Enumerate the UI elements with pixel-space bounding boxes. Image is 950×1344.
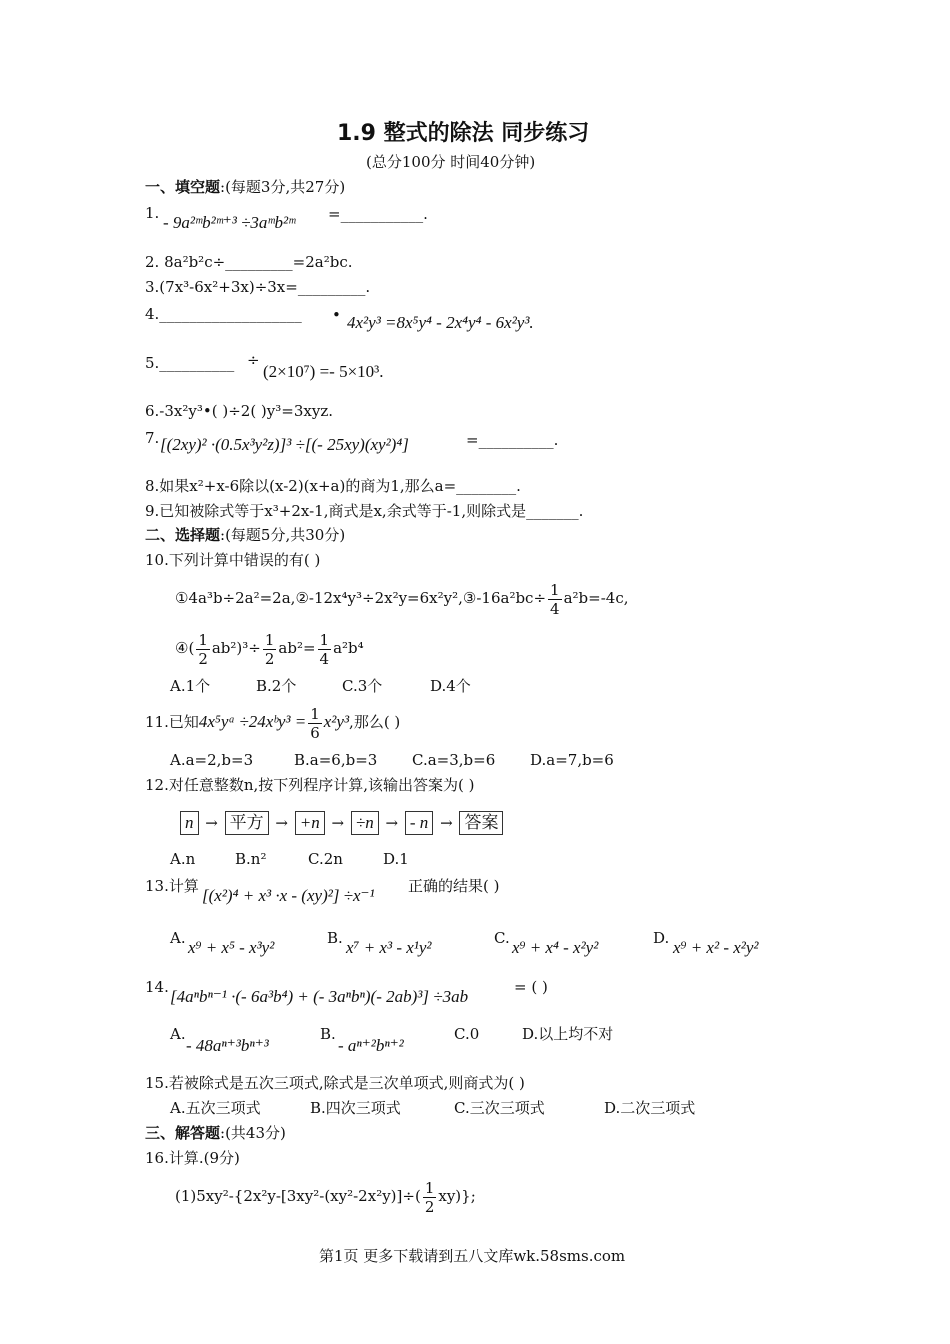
q10-option-a: A.1个 (170, 677, 211, 695)
q3: 3.(7x³-6x²+3x)÷3x=_________. (145, 278, 371, 296)
q13-option-b-expr: x⁷ + x³ - x¹y² (346, 938, 432, 957)
q10-line2 (175, 628, 364, 668)
q15-option-a: A.五次三项式 (170, 1099, 261, 1117)
q7-number: 7. (145, 429, 160, 447)
q10-line2-text-b: ab²)³÷ (211, 639, 261, 657)
q15: 15.若被除式是五次三项式,除式是三次单项式,则商式为( ) (145, 1074, 525, 1092)
q5-divide: ÷ (247, 351, 260, 369)
section-3-note: :(共43分) (220, 1124, 286, 1142)
fraction-one-quarter (548, 581, 562, 618)
arrow-icon: → (440, 814, 453, 832)
q10-option-c: C.3个 (342, 677, 383, 695)
q1-blank: =___________. (328, 205, 428, 223)
section-2-label: 二、选择题 (145, 526, 221, 544)
q11-prefix: 11.已知 (145, 713, 199, 731)
q10: 10.下列计算中错误的有( ) (145, 551, 321, 569)
section-1-heading (145, 177, 345, 197)
q11-suffix: ,那么( ) (349, 713, 401, 731)
fraction-one-half (263, 631, 277, 668)
q4-expression: 4x²y³ =8x⁵y⁴ - 2x⁴y⁴ - 6x²y³. (347, 313, 534, 332)
q13-option-a-expr: x⁹ + x⁵ - x³y² (188, 938, 275, 957)
q14-option-b-label: B. (320, 1025, 336, 1043)
q15-option-c: C.三次三项式 (454, 1099, 545, 1117)
q14-option-a-label: A. (170, 1025, 186, 1043)
section-1-note: :(每题3分,共27分) (220, 178, 346, 196)
q1-expression: - 9a²ᵐb²ᵐ⁺³ ÷3aᵐb²ᵐ (163, 213, 296, 232)
page-footer: 第1页 更多下载请到五八文库wk.58sms.com (319, 1247, 626, 1265)
fraction-denominator: 2 (424, 1197, 435, 1216)
q10-option-b: B.2个 (256, 677, 297, 695)
section-1-label: 一、填空题 (145, 178, 221, 196)
q11 (145, 702, 400, 742)
fraction-numerator: 1 (319, 630, 330, 649)
q10-option-d: D.4个 (430, 677, 471, 695)
q15-option-d: D.二次三项式 (604, 1099, 696, 1117)
q13-option-d-label: D. (653, 929, 670, 947)
q5-number: 5.__________ (145, 354, 235, 372)
fraction-one-half (196, 631, 210, 668)
fraction-one-quarter (318, 631, 332, 668)
q5-expression: (2×10⁷) =- 5×10³. (263, 362, 384, 381)
q11-option-b: B.a=6,b=3 (294, 751, 378, 769)
q13-option-d-expr: x⁹ + x² - x²y² (673, 938, 759, 957)
arrow-icon: → (385, 814, 399, 832)
fraction-numerator: 1 (264, 630, 275, 649)
q7-expression: [(2xy)² ·(0.5x³y²z)]³ ÷[(- 25xy)(xy²)⁴] (160, 435, 409, 454)
fraction-denominator: 4 (319, 649, 330, 668)
q13-prefix: 13.计算 (145, 877, 199, 895)
q11-option-a: A.a=2,b=3 (170, 751, 254, 769)
q13-option-a-label: A. (170, 929, 186, 947)
q11-expression-2: x²y³ (323, 712, 350, 731)
q14-option-c: C.0 (454, 1025, 480, 1043)
arrow-icon: → (205, 814, 218, 832)
section-2-note: :(每题5分,共30分) (220, 526, 346, 544)
fraction-numerator: 1 (550, 580, 560, 599)
q10-line2-text-a: ④( (175, 639, 195, 657)
flow-box-plus-n: +n (295, 811, 325, 835)
flow-box-answer: 答案 (459, 811, 503, 835)
q12-option-a: A.n (170, 850, 196, 868)
q9: 9.已知被除式等于x³+2x-1,商式是x,余式等于-1,则除式是_______. (145, 502, 584, 520)
q14-number: 14. (145, 978, 169, 996)
q16-part-1-text-b: xy)}; (438, 1187, 476, 1205)
q10-line1 (175, 578, 629, 618)
q4-dot: • (332, 306, 341, 324)
flow-box-square: 平方 (225, 811, 269, 835)
arrow-icon: → (331, 814, 345, 832)
q12-option-d: D.1 (383, 850, 409, 868)
arrow-icon: → (275, 814, 288, 832)
q16: 16.计算.(9分) (145, 1149, 240, 1167)
q14-expression: [4aⁿbⁿ⁻¹ ·(- 6a³b⁴) + (- 3aⁿbⁿ)(- 2ab)³] ÷3ab (170, 987, 469, 1006)
q16-part-1-text-a: (1)5xy²-{2x²y-[3xy²-(xy²-2x²y)]÷( (175, 1187, 421, 1205)
fraction-numerator: 1 (310, 704, 320, 723)
section-3-heading (145, 1123, 286, 1143)
q12-option-b: B.n² (235, 850, 267, 868)
q11-option-d: D.a=7,b=6 (530, 751, 614, 769)
page-title: 1.9 整式的除法 同步练习 (337, 121, 590, 146)
q13-suffix: 正确的结果( ) (408, 877, 500, 895)
q11-option-c: C.a=3,b=6 (412, 751, 496, 769)
fraction-one-sixth (308, 705, 322, 742)
fraction-one-half (423, 1179, 437, 1216)
fraction-denominator: 2 (264, 649, 275, 668)
fraction-numerator: 1 (424, 1178, 435, 1197)
q14-option-b-expr: - aⁿ⁺²bⁿ⁺² (338, 1036, 404, 1055)
q13-expression: [(x²)⁴ + x³ ·x - (xy)²] ÷x⁻¹ (202, 886, 375, 905)
q14-option-a-expr: - 48aⁿ⁺³bⁿ⁺³ (186, 1036, 269, 1055)
q13-option-c-expr: x⁹ + x⁴ - x²y² (512, 938, 599, 957)
fraction-denominator: 6 (310, 723, 320, 742)
q10-line1-text-a: ①4a³b÷2a²=2a,②-12x⁴y³÷2x²y=6x²y²,③-16a²bc÷ (175, 589, 547, 607)
q14-option-d: D.以上均不对 (522, 1025, 614, 1043)
q15-option-b: B.四次三项式 (310, 1099, 401, 1117)
q10-line2-text-c: ab²= (278, 639, 316, 657)
section-2-heading (145, 525, 345, 545)
fraction-denominator: 2 (198, 649, 208, 668)
flow-box-minus-n: - n (405, 811, 433, 835)
q12-option-c: C.2n (308, 850, 343, 868)
q14-suffix: = ( ) (514, 978, 548, 996)
fraction-denominator: 4 (550, 599, 560, 618)
q2: 2. 8a²b²c÷_________=2a²bc. (145, 253, 353, 271)
q13-option-c-label: C. (494, 929, 510, 947)
q7-blank: =__________. (466, 431, 559, 449)
fraction-numerator: 1 (198, 630, 208, 649)
q1-number: 1. (145, 204, 160, 222)
q12-flowchart (178, 810, 505, 836)
q8: 8.如果x²+x-6除以(x-2)(x+a)的商为1,那么a=________. (145, 477, 521, 495)
flow-box-divide-n: ÷n (351, 811, 379, 835)
page-subtitle: (总分100分 时间40分钟) (366, 153, 536, 171)
q11-expression: 4x⁵yᵃ ÷24xᵇy³ = (198, 712, 307, 731)
q4-number: 4.___________________ (145, 305, 302, 323)
q10-line2-text-d: a²b⁴ (333, 639, 364, 657)
section-3-label: 三、解答题 (145, 1124, 221, 1142)
q6: 6.-3x²y³•( )÷2( )y³=3xyz. (145, 402, 333, 420)
q12: 12.对任意整数n,按下列程序计算,该输出答案为( ) (145, 776, 475, 794)
flow-box-n: n (180, 811, 199, 835)
q10-line1-text-b: a²b=-4c, (563, 589, 629, 607)
q13-option-b-label: B. (327, 929, 343, 947)
q16-part-1 (175, 1176, 476, 1216)
